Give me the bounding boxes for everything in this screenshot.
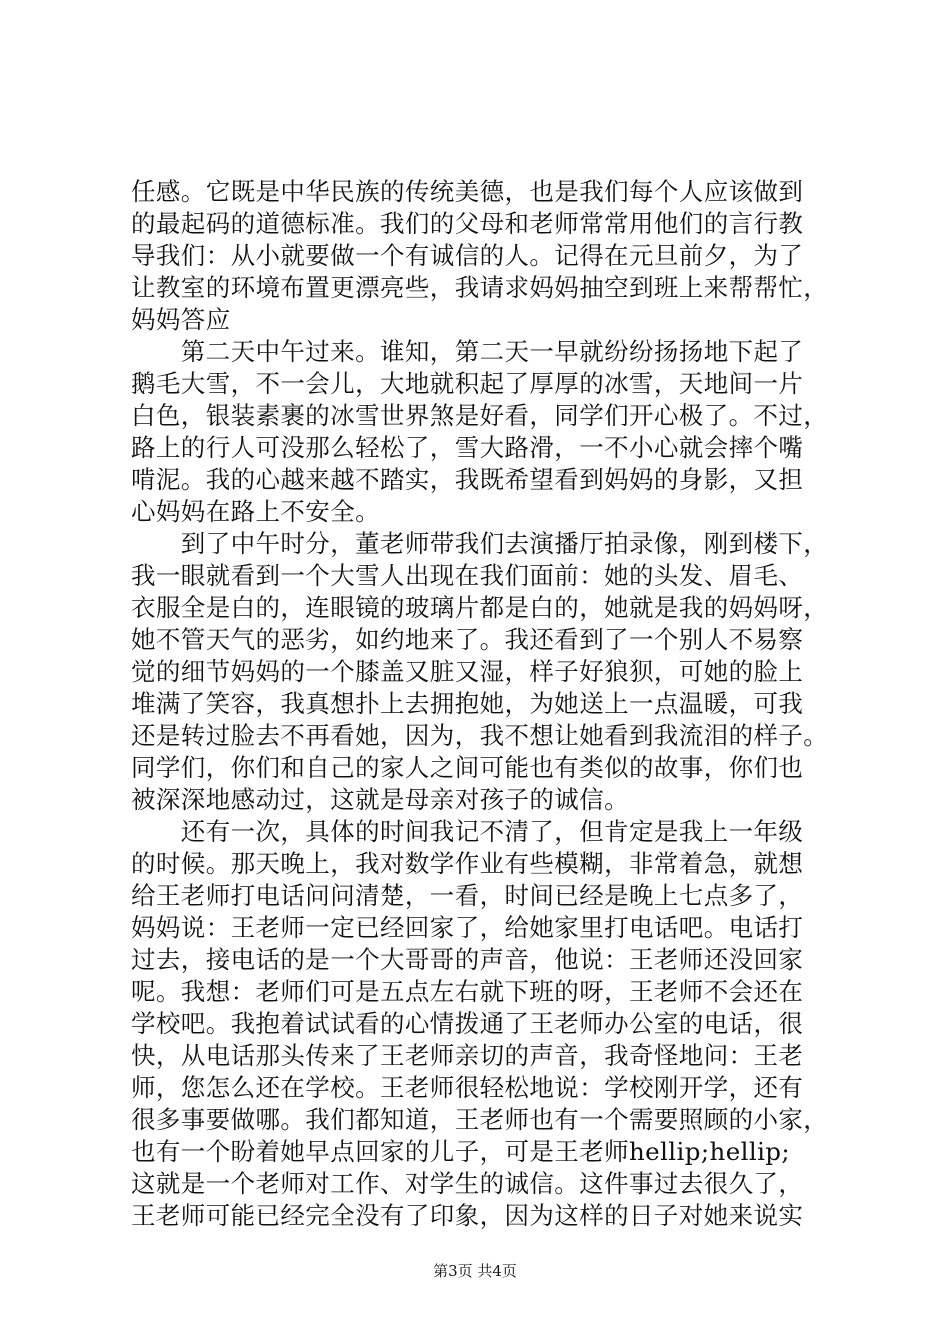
text-line: 同学们，你们和自己的家人之间可能也有类似的故事，你们也 bbox=[131, 753, 804, 782]
text-line: 衣服全是白的，连眼镜的玻璃片都是白的，她就是我的妈妈呀， bbox=[131, 593, 829, 622]
text-line: 妈妈说：王老师一定已经回家了，给她家里打电话吧。电话打 bbox=[131, 913, 804, 942]
text-line: 的时候。那天晚上，我对数学作业有些模糊，非常着急，就想 bbox=[131, 849, 804, 878]
text-line: 到了中午时分，董老师带我们去演播厅拍录像，刚到楼下， bbox=[131, 529, 829, 558]
text-line: 路上的行人可没那么轻松了，雪大路滑，一不小心就会摔个嘴 bbox=[131, 433, 804, 462]
text-line: 还有一次，具体的时间我记不清了，但肯定是我上一年级 bbox=[131, 817, 804, 846]
text-line: 还是转过脸去不再看她，因为，我不想让她看到我流泪的样子。 bbox=[131, 721, 829, 750]
text-line: 啃泥。我的心越来越不踏实，我既希望看到妈妈的身影，又担 bbox=[131, 465, 804, 494]
text-line: 给王老师打电话问问清楚，一看，时间已经是晚上七点多了， bbox=[131, 881, 804, 910]
text-line: 王老师可能已经完全没有了印象，因为这样的日子对她来说实 bbox=[131, 1201, 804, 1230]
text-line: 第二天中午过来。谁知，第二天一早就纷纷扬扬地下起了 bbox=[131, 337, 804, 366]
text-line: 过去，接电话的是一个大哥哥的声音，他说：王老师还没回家 bbox=[131, 945, 804, 974]
text-line: 觉的细节妈妈的一个膝盖又脏又湿，样子好狼狈，可她的脸上 bbox=[131, 657, 804, 686]
text-line: 也有一个盼着她早点回家的儿子，可是王老师hellip;hellip; bbox=[131, 1137, 791, 1166]
text-line: 被深深地感动过，这就是母亲对孩子的诚信。 bbox=[131, 785, 629, 814]
text-line: 心妈妈在路上不安全。 bbox=[131, 497, 380, 526]
text-line: 导我们：从小就要做一个有诚信的人。记得在元旦前夕，为了 bbox=[131, 241, 804, 270]
text-line: 我一眼就看到一个大雪人出现在我们面前：她的头发、眉毛、 bbox=[131, 561, 804, 590]
text-line: 师，您怎么还在学校。王老师很轻松地说：学校刚开学，还有 bbox=[131, 1073, 804, 1102]
text-line: 堆满了笑容，我真想扑上去拥抱她，为她送上一点温暖，可我 bbox=[131, 689, 804, 718]
text-line: 妈妈答应 bbox=[131, 305, 231, 334]
text-line: 学校吧。我抱着试试看的心情拨通了王老师办公室的电话，很 bbox=[131, 1009, 804, 1038]
body-text bbox=[131, 176, 831, 1232]
text-line: 她不管天气的恶劣，如约地来了。我还看到了一个别人不易察 bbox=[131, 625, 804, 654]
text-line: 白色，银装素裹的冰雪世界煞是好看，同学们开心极了。不过， bbox=[131, 401, 829, 430]
text-line: 任感。它既是中华民族的传统美德，也是我们每个人应该做到 bbox=[131, 177, 804, 206]
text-line: 呢。我想：老师们可是五点左右就下班的呀，王老师不会还在 bbox=[131, 977, 804, 1006]
text-line: 让教室的环境布置更漂亮些，我请求妈妈抽空到班上来帮帮忙， bbox=[131, 273, 829, 302]
text-line: 快，从电话那头传来了王老师亲切的声音，我奇怪地问：王老 bbox=[131, 1041, 804, 1070]
page-footer: 第3页 共4页 bbox=[433, 1262, 517, 1280]
text-line: 的最起码的道德标准。我们的父母和老师常常用他们的言行教 bbox=[131, 209, 804, 238]
text-line: 鹅毛大雪，不一会儿，大地就积起了厚厚的冰雪，天地间一片 bbox=[131, 369, 804, 398]
text-line: 很多事要做哪。我们都知道，王老师也有一个需要照顾的小家， bbox=[131, 1105, 829, 1134]
text-line: 这就是一个老师对工作、对学生的诚信。这件事过去很久了， bbox=[131, 1169, 804, 1198]
